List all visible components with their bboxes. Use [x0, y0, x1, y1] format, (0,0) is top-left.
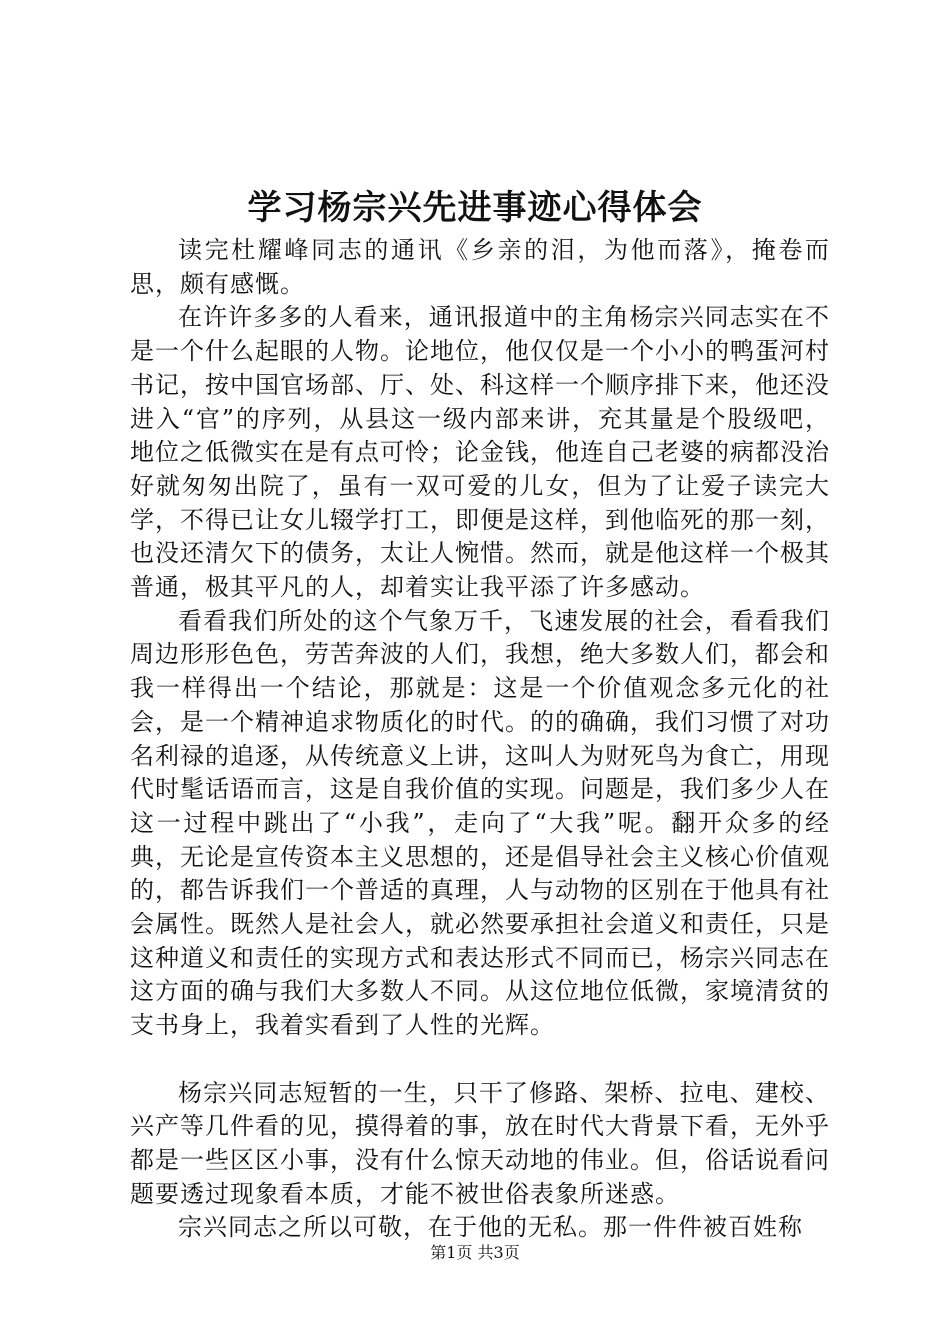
- document-title: 学习杨宗兴先进事迹心得体会: [247, 188, 703, 228]
- paragraph: 在许许多多的人看来，通讯报道中的主角杨宗兴同志实在不是一个什么起眼的人物。论地位，他仅仅是一个小小的鸭蛋河村书记，按中国官场部、厅、处、科这样一个顺序排下来，他还没进入“官”的序列，从县这一级内部来讲，充其量是个股级吧，地位之低微实在是有点可怜；论金钱，他连自己老婆的病都没治好就匆匆出院了，虽有一双可爱的儿女，但为了让爱子读完大学，不得已让女儿辍学打工，即便是这样，到他临死的那一刻，也没还清欠下的债务，太让人惋惜。然而，就是他这样一个极其普通，极其平凡的人，却着实让我平添了许多感动。: [130, 303, 830, 602]
- paragraph: 宗兴同志之所以可敬，在于他的无私。那一件件被百姓称: [178, 1213, 803, 1242]
- document-body: [130, 234, 830, 1245]
- paragraph-gap: [130, 1043, 830, 1077]
- paragraph: 读完杜耀峰同志的通讯《乡亲的泪，为他而落》，掩卷而思，颇有感慨。: [130, 236, 830, 298]
- paragraph: 杨宗兴同志短暂的一生，只干了修路、架桥、拉电、建校、兴产等几件看的见，摸得着的事，放在时代大背景下看，无外乎都是一些区区小事，没有什么惊天动地的伟业。但，俗话说看问题要透过现象看本质，才能不被世俗表象所迷惑。: [130, 1078, 830, 1208]
- paragraph: 看看我们所处的这个气象万千，飞速发展的社会，看看我们周边形形色色，劳苦奔波的人们，我想，绝大多数人们，都会和我一样得出一个结论，那就是：这是一个价值观念多元化的社会，是一个精神追求物质化的时代。的的确确，我们习惯了对功名利禄的追逐，从传统意义上讲，这叫人为财死鸟为食亡，用现代时髦话语而言，这是自我价值的实现。问题是，我们多少人在这一过程中跳出了“小我”，走向了“大我”呢。翻开众多的经典，无论是宣传资本主义思想的，还是倡导社会主义核心价值观的，都告诉我们一个普适的真理，人与动物的区别在于他具有社会属性。既然人是社会人，就必然要承担社会道义和责任，只是这种道义和责任的实现方式和表达形式不同而已，杨宗兴同志在这方面的确与我们大多数人不同。从这位地位低微，家境清贫的支书身上，我着实看到了人性的光辉。: [130, 606, 830, 1040]
- page-footer: 第1页 共3页: [430, 1243, 520, 1262]
